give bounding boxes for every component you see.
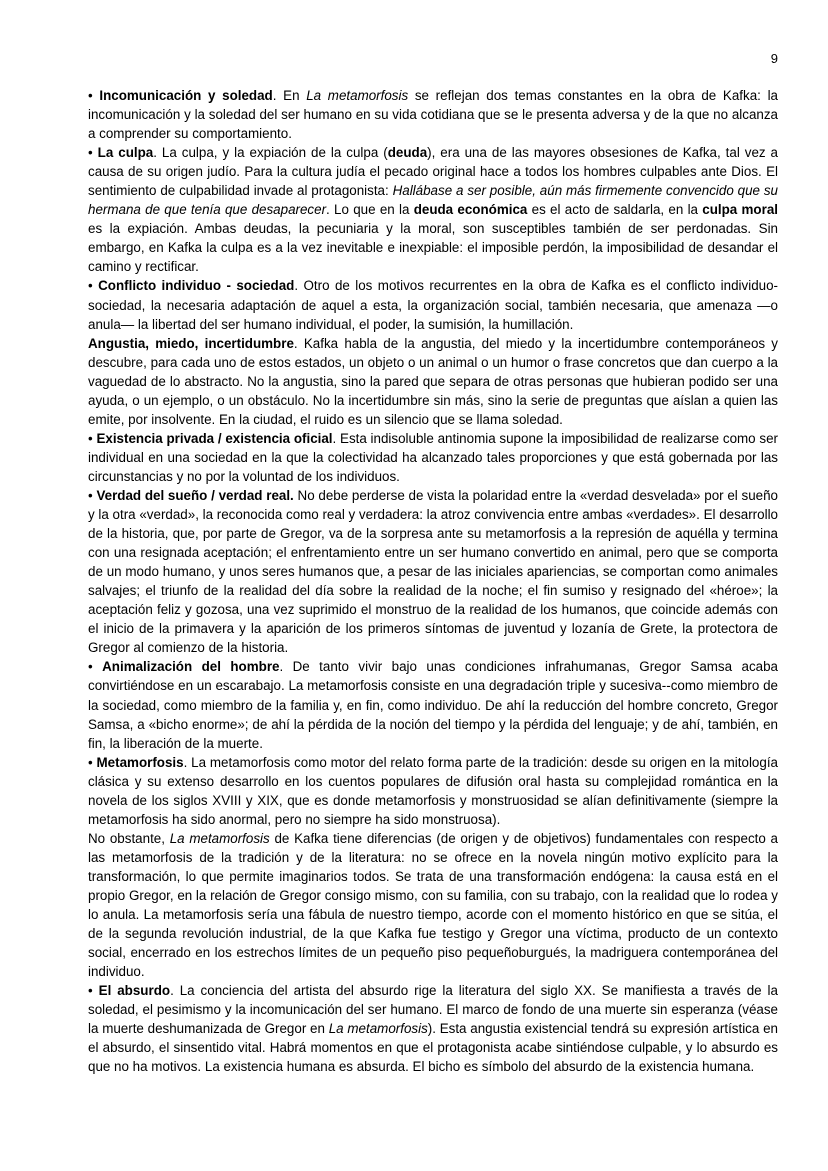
text-run: . De tanto vivir bajo unas condiciones infrahumanas, Gregor Samsa acaba convirtiéndose en un escarabajo. La metamorfosis consiste en una degradación triple y sucesiva--como miembro de la sociedad, como miembro de la familia y, en fin, como individuo. De ahí la reducción del hombre concreto, Gregor Samsa, a «bicho enorme»; de ahí la pérdida de la noción del tiempo y la pérdida del lenguaje; y de ahí, también, en fin, la liberación de la muerte. <box>88 659 778 751</box>
text-run: No obstante, <box>88 830 170 846</box>
italic-text: La metamorfosis <box>328 1021 428 1037</box>
paragraph-existencia-privada <box>88 429 778 486</box>
text-run: es la expiación. Ambas deudas, la pecuniaria y la moral, son susceptibles también de ser perdonadas. Sin embargo, en Kafka la culpa es a la vez inevitable e inexpiable: el imposible perdón, la imposibilidad de desandar el camino y rectificar. <box>88 221 778 275</box>
text-run: ), era una de las mayores obsesiones de Kafka, tal vez a causa de su origen judío. Para la cultura judía el pecado original hace a todos los hombres culpables ante Dios. El sentimiento de culpabilidad invade al protagonista: <box>88 145 778 199</box>
text-run: se reflejan dos temas constantes en la obra de Kafka: la incomunicación y la soledad del ser humano en su vida cotidiana que se le presenta adversa y de la que no alcanza a comprender su comportamiento. <box>88 88 778 142</box>
text-run: • <box>88 659 103 675</box>
text-run: de Kafka tiene diferencias (de origen y de objetivos) fundamentales con respecto a las metamorfosis de la tradición y de la literatura: no se ofrece en la novela ningún motivo explícito para la transformación, lo que permite imaginarios todos. Se trata de una transformación endógena: la causa está en el propio Gregor, en la relación de Gregor consigo mismo, con su familia, con su trabajo, con la realidad que lo rodea y lo anula. La metamorfosis sería una fábula de nuestro tiempo, acorde con el momento histórico en que se sitúa, el de la segunda revolución industrial, de la que Kafka fue testigo y Gregor una víctima, producto de un contexto social, encerrado en los estrechos límites de un pequeño piso pequeñoburgués, la madriguera contemporánea del individuo. <box>88 830 778 980</box>
paragraph-metamorfosis <box>88 753 778 829</box>
paragraph-el-absurdo <box>88 981 778 1076</box>
text-run: No debe perderse de vista la polaridad entre la «verdad desvelada» por el sueño y la otra «verdad», la reconocida como real y verdadera: la atroz convivencia entre ambas «verdades». El desarrollo de la historia, que, por parte de Gregor, va de la sorpresa ante su metamorfosis a la represión de aquélla y termina con una resignada aceptación; el enfrentamiento entre un ser humano convertido en animal, pero que se comporta de un modo humano, y unos seres humanos que, a pesar de las iniciales apariencias, se comportan como animales salvajes; el triunfo de la realidad del día sobre la realidad de la noche; el fin sumiso y resignado del «héroe»; la aceptación feliz y gozosa, una vez suprimido el monstruo de la realidad de los humanos, que coincide además con el inicio de la primavera y la aparición de los primeros síntomas de juventud y lozanía de Grete, la protectora de Gregor al comienzo de la historia. <box>88 487 778 656</box>
bold-text: El absurdo <box>98 983 171 999</box>
paragraph-angustia-miedo <box>88 334 778 429</box>
paragraph-la-culpa <box>88 143 778 276</box>
paragraph-verdad-del-sueno <box>88 486 778 657</box>
text-run: . Esta indisoluble antinomia supone la imposibilidad de realizarse como ser individual en una sociedad en la que la colectividad ha alcanzado tales proporciones y que está gobernada por las circunstancias y no por la voluntad de los individuos. <box>88 430 778 484</box>
text-run: ). Esta angustia existencial tendrá su expresión artística en el absurdo, el sinsentido vital. Habrá momentos en que el protagonista acabe sintiéndose culpable, y lo absurdo es que no ha motivos. La existencia humana es absurda. El bicho es símbolo del absurdo de la existencia humana. <box>88 1021 778 1075</box>
bold-text: Metamorfosis <box>96 754 184 770</box>
text-run: • <box>88 88 100 103</box>
bold-text: Angustia, miedo, incertidumbre <box>88 335 294 351</box>
text-run: . La conciencia del artista del absurdo rige la literatura del siglo XX. Se manifiesta a través de la soledad, el pesimismo y la incomunicación del ser humano. El marco de fondo de una muerte sin esperanza (véase la muerte deshumanizada de Gregor en <box>88 983 778 1037</box>
bold-text: La culpa <box>97 145 154 161</box>
text-run: • <box>88 754 97 770</box>
text-run: • <box>88 430 97 446</box>
paragraph-incomunicacion <box>88 86 778 143</box>
paragraph-no-obstante <box>88 829 778 981</box>
italic-text: Hallábase a ser posible, aún más firmemente convencido que su hermana de que tenía que desaparecer <box>88 183 778 218</box>
paragraph-conflicto-individuo-sociedad <box>88 276 778 333</box>
text-run: . Lo que en la <box>326 202 414 218</box>
bold-text: deuda <box>387 145 428 161</box>
italic-text: La metamorfosis <box>169 830 270 846</box>
bold-text: Animalización del hombre <box>102 659 280 675</box>
text-run: es el acto de saldarla, en la <box>527 202 703 218</box>
bold-text: Verdad del sueño / verdad real. <box>96 487 294 503</box>
paragraph-animalizacion <box>88 657 778 752</box>
text-run: • <box>88 278 99 294</box>
text-run: • <box>88 983 99 999</box>
bold-text: culpa moral <box>702 202 778 218</box>
bold-text: deuda económica <box>413 202 528 218</box>
text-run: . Kafka habla de la angustia, del miedo y la incertidumbre contemporáneos y descubre, para cada uno de estos estados, un objeto o un animal o un humor o frase concretos que dan cuerpo a la vaguedad de lo abstracto. No la angustia, sino la pared que separa de otras personas que hubieran podido ser una ayuda, o un ejemplo, o un obstáculo. No la incertidumbre sin más, sino la serie de preguntas que aíslan a quien las emite, por insolvente. En la ciudad, el ruido es un silencio que se llama soledad. <box>88 335 779 427</box>
bold-text: Incomunicación y soledad <box>99 88 273 103</box>
text-run: . La metamorfosis como motor del relato forma parte de la tradición: desde su origen en la mitología clásica y su extenso desarrollo en los cuentos populares de difusión oral hasta su complejidad romántica en la novela de los siglos XVIII y XIX, que es donde metamorfosis y monstruosidad se alían definitivamente (siempre la metamorfosis ha sido anormal, pero no siempre ha sido monstruosa). <box>88 754 778 827</box>
text-run: . Otro de los motivos recurrentes en la obra de Kafka es el conflicto individuo-sociedad, la necesaria adaptación de aquel a esta, la organización social, también necesaria, que amenaza —o anula— la libertad del ser humano individual, el poder, la sumisión, la humillación. <box>88 278 778 332</box>
text-run: . En <box>272 88 307 103</box>
document-body <box>88 86 778 1076</box>
text-run: . La culpa, y la expiación de la culpa ( <box>153 145 388 161</box>
page-number: 9 <box>770 51 778 66</box>
bold-text: Conflicto individuo - sociedad <box>98 278 295 294</box>
text-run: • <box>88 487 97 503</box>
italic-text: La metamorfosis <box>306 88 409 103</box>
text-run: • <box>88 145 98 161</box>
bold-text: Existencia privada / existencia oficial <box>96 430 333 446</box>
